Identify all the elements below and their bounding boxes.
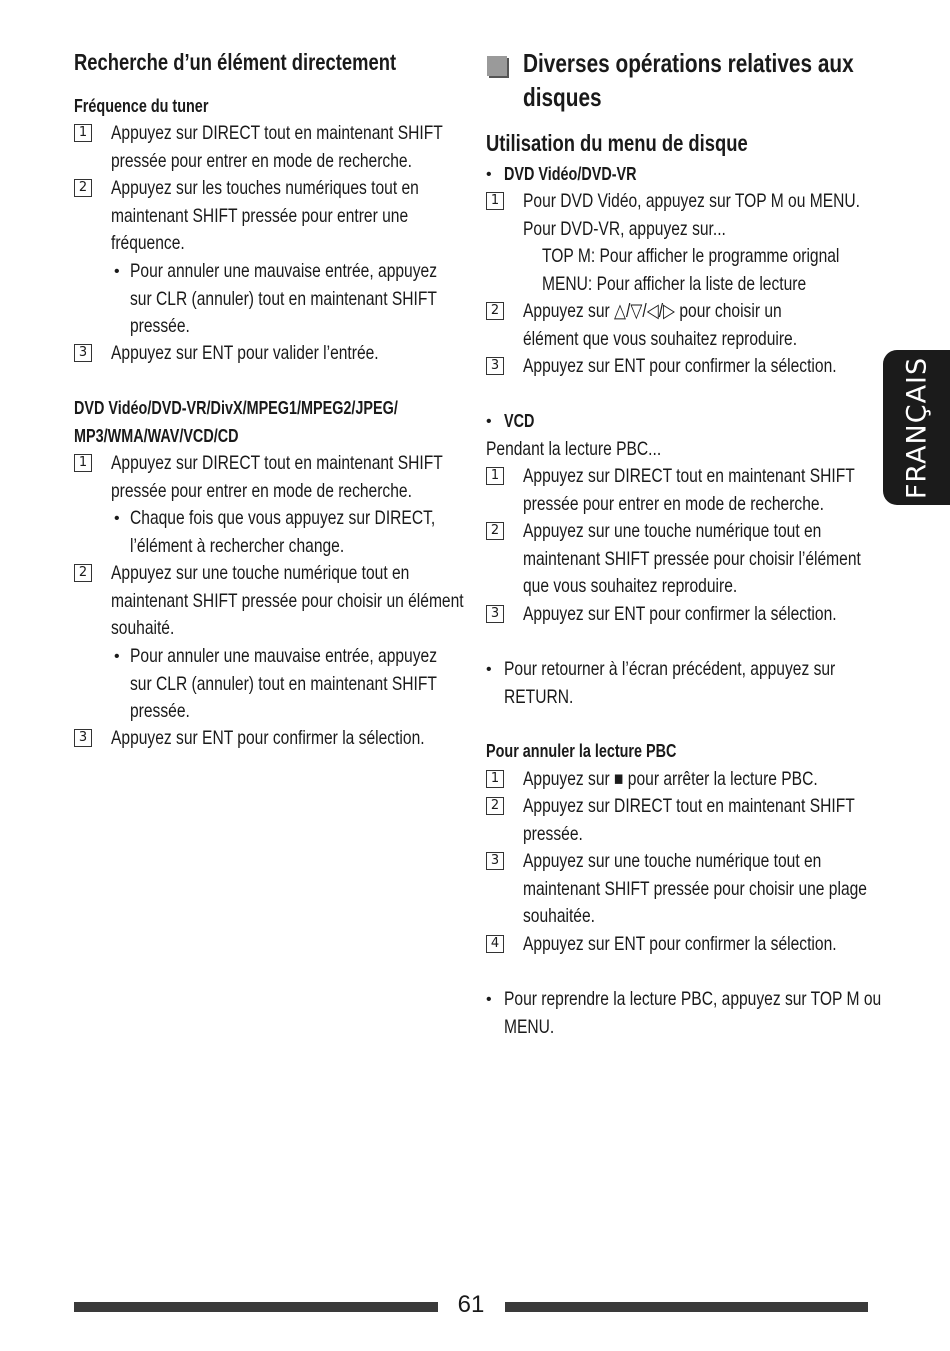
step-number: 2: [74, 179, 92, 197]
step-number: 1: [486, 770, 504, 788]
heading-vcd: VCD: [504, 411, 535, 431]
step-number: 3: [486, 605, 504, 623]
language-tab: [883, 350, 950, 505]
bullet-icon: •: [486, 413, 492, 430]
section-title-disc-menu: Utilisation du menu de disque: [486, 130, 748, 156]
bullet-icon: •: [114, 648, 120, 665]
step-number: 2: [74, 564, 92, 582]
bullet-icon: •: [114, 263, 120, 280]
bullet-icon: •: [486, 661, 492, 678]
section-title-direct-search: Recherche d’un élément directement: [74, 49, 397, 75]
step-number: 1: [486, 467, 504, 485]
dvd-vr-options: TOP M: Pour afficher le programme orignal MENU: Pour afficher la liste de lecture: [542, 245, 840, 295]
vcd-return-note: Pour retourner à l’écran précédent, appuyez sur RETURN.: [504, 658, 836, 708]
language-label: FRANÇAIS: [901, 356, 932, 499]
vcd-intro: Pendant la lecture PBC...: [486, 438, 662, 460]
step-number: 2: [486, 302, 504, 320]
step-number: 2: [486, 522, 504, 540]
footer-bar-right: [505, 1302, 868, 1312]
step-number: 1: [486, 192, 504, 210]
heading-dvd-video-vr: DVD Vidéo/DVD-VR: [504, 164, 637, 184]
disc-direct-note: Chaque fois que vous appuyez sur DIRECT, l’élément à rechercher change.: [130, 507, 436, 557]
step-number: 4: [486, 935, 504, 953]
heading-disc-formats: DVD Vidéo/DVD-VR/DivX/MPEG1/MPEG2/JPEG/ MP3/WMA/WAV/VCD/CD: [74, 398, 398, 446]
footer-bar-left: [74, 1302, 438, 1312]
step-number: 3: [486, 357, 504, 375]
section-square-icon: [487, 56, 507, 76]
heading-cancel-pbc: Pour annuler la lecture PBC: [486, 741, 677, 761]
step-number: 3: [74, 344, 92, 362]
step-number: 2: [486, 797, 504, 815]
tuner-cancel-note: Pour annuler une mauvaise entrée, appuyez sur CLR (annuler) tout en maintenant SHIFT pressée.: [130, 260, 438, 337]
step-number: 1: [74, 454, 92, 472]
page-number: 61: [457, 1291, 485, 1318]
resume-pbc-note: Pour reprendre la lecture PBC, appuyez sur TOP M ou MENU.: [504, 988, 882, 1038]
bullet-icon: •: [114, 510, 120, 527]
step-number: 3: [74, 729, 92, 747]
step-number: 1: [74, 124, 92, 142]
step-number: 3: [486, 852, 504, 870]
bullet-icon: •: [486, 991, 492, 1008]
heading-tuner-frequency: Fréquence du tuner: [74, 96, 209, 116]
disc-cancel-note: Pour annuler une mauvaise entrée, appuyez sur CLR (annuler) tout en maintenant SHIFT pressée.: [130, 645, 438, 722]
bullet-icon: •: [486, 166, 492, 183]
